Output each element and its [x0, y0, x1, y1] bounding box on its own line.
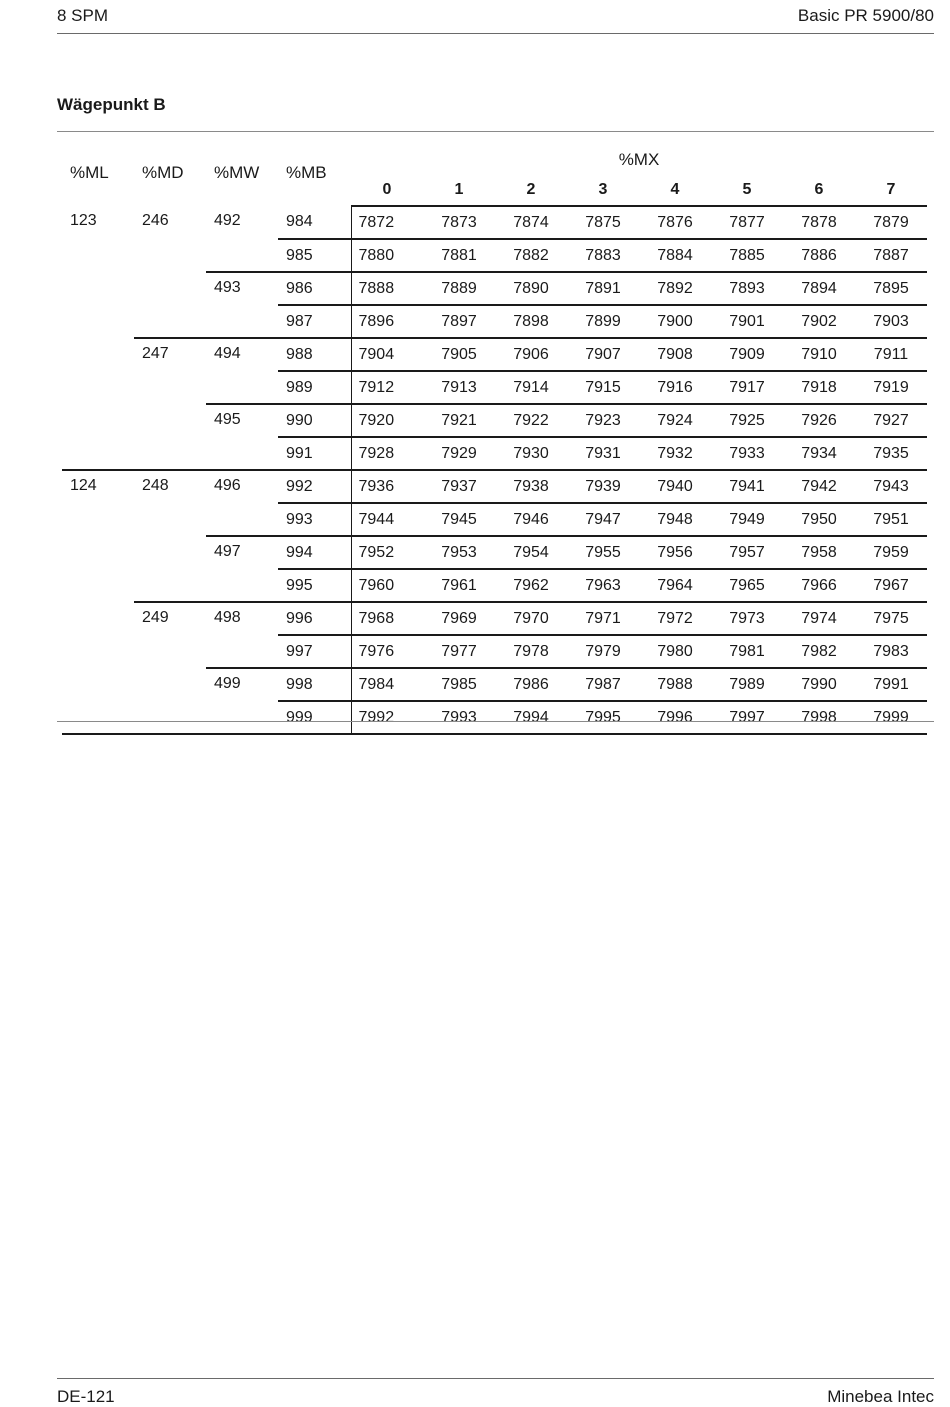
- mx-value-cell: 7901: [711, 305, 783, 338]
- mx-col-header: 6: [783, 175, 855, 206]
- mx-value-cell: 7949: [711, 503, 783, 536]
- footer-divider: [57, 1378, 934, 1379]
- mw-cell: 499: [206, 668, 278, 734]
- mx-value-cell: 7957: [711, 536, 783, 569]
- mx-value-cell: 7977: [423, 635, 495, 668]
- mx-value-cell: 7954: [495, 536, 567, 569]
- mx-value-cell: 7975: [855, 602, 927, 635]
- mx-value-cell: 7994: [495, 701, 567, 734]
- mx-value-cell: 7991: [855, 668, 927, 701]
- mx-value-cell: 7936: [351, 470, 423, 503]
- mx-value-cell: 7879: [855, 206, 927, 239]
- mx-value-cell: 7928: [351, 437, 423, 470]
- mx-value-cell: 7955: [567, 536, 639, 569]
- mx-value-cell: 7976: [351, 635, 423, 668]
- mb-cell: 993: [278, 503, 351, 536]
- mx-value-cell: 7891: [567, 272, 639, 305]
- mx-value-cell: 7973: [711, 602, 783, 635]
- mx-value-cell: 7939: [567, 470, 639, 503]
- mb-cell: 984: [278, 206, 351, 239]
- mx-value-cell: 7999: [855, 701, 927, 734]
- mx-value-cell: 7924: [639, 404, 711, 437]
- md-cell: 249: [134, 602, 206, 734]
- mb-cell: 992: [278, 470, 351, 503]
- mx-value-cell: 7927: [855, 404, 927, 437]
- table-row: [62, 338, 927, 371]
- mb-cell: 991: [278, 437, 351, 470]
- mx-value-cell: 7986: [495, 668, 567, 701]
- mw-cell: 497: [206, 536, 278, 602]
- mx-value-cell: 7982: [783, 635, 855, 668]
- mx-value-cell: 7893: [711, 272, 783, 305]
- mx-value-cell: 7877: [711, 206, 783, 239]
- mx-value-cell: 7971: [567, 602, 639, 635]
- mx-value-cell: 7960: [351, 569, 423, 602]
- mx-value-cell: 7967: [855, 569, 927, 602]
- mw-cell: 492: [206, 206, 278, 272]
- ml-cell: 124: [62, 470, 134, 734]
- mx-value-cell: 7948: [639, 503, 711, 536]
- mx-value-cell: 7909: [711, 338, 783, 371]
- mx-value-cell: 7944: [351, 503, 423, 536]
- mx-value-cell: 7984: [351, 668, 423, 701]
- mw-cell: 493: [206, 272, 278, 338]
- mx-value-cell: 7906: [495, 338, 567, 371]
- address-table: [62, 140, 927, 735]
- mx-col-header: 1: [423, 175, 495, 206]
- md-cell: 248: [134, 470, 206, 602]
- mb-cell: 999: [278, 701, 351, 734]
- section-title: Wägepunkt B: [57, 95, 166, 114]
- mx-value-cell: 7895: [855, 272, 927, 305]
- document-title: Basic PR 5900/80: [797, 6, 934, 25]
- mx-value-cell: 7922: [495, 404, 567, 437]
- mx-value-cell: 7883: [567, 239, 639, 272]
- mx-value-cell: 7988: [639, 668, 711, 701]
- mx-value-cell: 7963: [567, 569, 639, 602]
- mx-value-cell: 7951: [855, 503, 927, 536]
- mx-value-cell: 7899: [567, 305, 639, 338]
- mb-cell: 997: [278, 635, 351, 668]
- mx-value-cell: 7980: [639, 635, 711, 668]
- mx-value-cell: 7904: [351, 338, 423, 371]
- mx-col-header: 5: [711, 175, 783, 206]
- mx-col-header: 3: [567, 175, 639, 206]
- mx-value-cell: 7873: [423, 206, 495, 239]
- mb-cell: 988: [278, 338, 351, 371]
- mx-value-cell: 7943: [855, 470, 927, 503]
- mx-value-cell: 7880: [351, 239, 423, 272]
- mx-value-cell: 7964: [639, 569, 711, 602]
- mx-value-cell: 7886: [783, 239, 855, 272]
- mx-value-cell: 7989: [711, 668, 783, 701]
- mx-value-cell: 7965: [711, 569, 783, 602]
- col-header-mx: %MX: [618, 149, 660, 169]
- col-header-ml: %ML: [70, 163, 109, 182]
- mx-value-cell: 7929: [423, 437, 495, 470]
- ml-cell: 123: [62, 206, 134, 470]
- mx-value-cell: 7917: [711, 371, 783, 404]
- mx-value-cell: 7938: [495, 470, 567, 503]
- mx-value-cell: 7934: [783, 437, 855, 470]
- mx-value-cell: 7874: [495, 206, 567, 239]
- mx-value-cell: 7945: [423, 503, 495, 536]
- mx-value-cell: 7959: [855, 536, 927, 569]
- md-cell: 247: [134, 338, 206, 470]
- mx-value-cell: 7923: [567, 404, 639, 437]
- mb-cell: 994: [278, 536, 351, 569]
- mx-value-cell: 7876: [639, 206, 711, 239]
- header-divider: [57, 33, 934, 34]
- mx-value-cell: 7953: [423, 536, 495, 569]
- mx-value-cell: 7983: [855, 635, 927, 668]
- mx-value-cell: 7881: [423, 239, 495, 272]
- mx-value-cell: 7935: [855, 437, 927, 470]
- mb-cell: 995: [278, 569, 351, 602]
- mx-value-cell: 7902: [783, 305, 855, 338]
- mx-col-header: 2: [495, 175, 567, 206]
- mx-value-cell: 7937: [423, 470, 495, 503]
- mx-value-cell: 7907: [567, 338, 639, 371]
- mx-value-cell: 7940: [639, 470, 711, 503]
- mx-value-cell: 7889: [423, 272, 495, 305]
- mx-col-header: 4: [639, 175, 711, 206]
- company-name: Minebea Intec: [827, 1387, 934, 1406]
- mx-value-cell: 7979: [567, 635, 639, 668]
- mb-cell: 985: [278, 239, 351, 272]
- mx-value-cell: 7972: [639, 602, 711, 635]
- mx-value-cell: 7993: [423, 701, 495, 734]
- mx-value-cell: 7985: [423, 668, 495, 701]
- mx-value-cell: 7887: [855, 239, 927, 272]
- mx-value-cell: 7885: [711, 239, 783, 272]
- mx-value-cell: 7950: [783, 503, 855, 536]
- mx-value-cell: 7995: [567, 701, 639, 734]
- mx-value-cell: 7946: [495, 503, 567, 536]
- page-number: DE-121: [57, 1387, 115, 1406]
- mx-value-cell: 7900: [639, 305, 711, 338]
- mx-value-cell: 7961: [423, 569, 495, 602]
- mx-value-cell: 7942: [783, 470, 855, 503]
- mx-value-cell: 7926: [783, 404, 855, 437]
- mb-cell: 986: [278, 272, 351, 305]
- md-cell: 246: [134, 206, 206, 338]
- mx-value-cell: 7974: [783, 602, 855, 635]
- mx-col-header: 0: [351, 175, 423, 206]
- mx-value-cell: 7998: [783, 701, 855, 734]
- mx-value-cell: 7992: [351, 701, 423, 734]
- table-row: [62, 206, 927, 239]
- mx-value-cell: 7990: [783, 668, 855, 701]
- mx-value-cell: 7921: [423, 404, 495, 437]
- col-header-md: %MD: [142, 163, 184, 182]
- col-header-mw: %MW: [214, 163, 260, 182]
- chapter-label: 8 SPM: [57, 6, 109, 25]
- mx-value-cell: 7897: [423, 305, 495, 338]
- mw-cell: 494: [206, 338, 278, 404]
- mx-value-cell: 7962: [495, 569, 567, 602]
- mx-value-cell: 7884: [639, 239, 711, 272]
- mx-value-cell: 7969: [423, 602, 495, 635]
- mx-value-cell: 7892: [639, 272, 711, 305]
- mx-value-cell: 7970: [495, 602, 567, 635]
- mb-cell: 998: [278, 668, 351, 701]
- mx-value-cell: 7888: [351, 272, 423, 305]
- mx-value-cell: 7997: [711, 701, 783, 734]
- mx-value-cell: 7981: [711, 635, 783, 668]
- mw-cell: 498: [206, 602, 278, 668]
- table-top-rule: [57, 131, 934, 132]
- mb-cell: 987: [278, 305, 351, 338]
- mx-value-cell: 7931: [567, 437, 639, 470]
- mx-value-cell: 7916: [639, 371, 711, 404]
- mb-cell: 996: [278, 602, 351, 635]
- mx-value-cell: 7905: [423, 338, 495, 371]
- col-header-mb: %MB: [286, 163, 327, 182]
- mx-col-header: 7: [855, 175, 927, 206]
- mx-value-cell: 7898: [495, 305, 567, 338]
- mx-value-cell: 7913: [423, 371, 495, 404]
- mx-value-cell: 7987: [567, 668, 639, 701]
- mx-value-cell: 7952: [351, 536, 423, 569]
- mw-cell: 496: [206, 470, 278, 536]
- mx-value-cell: 7903: [855, 305, 927, 338]
- mx-value-cell: 7875: [567, 206, 639, 239]
- mx-value-cell: 7966: [783, 569, 855, 602]
- mx-value-cell: 7941: [711, 470, 783, 503]
- mx-value-cell: 7911: [855, 338, 927, 371]
- mx-value-cell: 7933: [711, 437, 783, 470]
- mx-value-cell: 7890: [495, 272, 567, 305]
- mx-value-cell: 7918: [783, 371, 855, 404]
- mx-value-cell: 7930: [495, 437, 567, 470]
- mx-value-cell: 7872: [351, 206, 423, 239]
- mb-cell: 990: [278, 404, 351, 437]
- table-header: [62, 140, 927, 206]
- mx-value-cell: 7915: [567, 371, 639, 404]
- mx-value-cell: 7920: [351, 404, 423, 437]
- mx-value-cell: 7947: [567, 503, 639, 536]
- mx-value-cell: 7912: [351, 371, 423, 404]
- mx-value-cell: 7878: [783, 206, 855, 239]
- mx-value-cell: 7910: [783, 338, 855, 371]
- mx-value-cell: 7968: [351, 602, 423, 635]
- mx-value-cell: 7894: [783, 272, 855, 305]
- mx-value-cell: 7932: [639, 437, 711, 470]
- mw-cell: 495: [206, 404, 278, 470]
- table-row: [62, 470, 927, 503]
- mx-value-cell: 7978: [495, 635, 567, 668]
- mx-value-cell: 7956: [639, 536, 711, 569]
- mx-value-cell: 7919: [855, 371, 927, 404]
- table-body: [62, 206, 927, 734]
- mb-cell: 989: [278, 371, 351, 404]
- table-bottom-rule: [57, 721, 934, 722]
- mx-value-cell: 7882: [495, 239, 567, 272]
- mx-value-cell: 7996: [639, 701, 711, 734]
- mx-value-cell: 7925: [711, 404, 783, 437]
- mx-value-cell: 7958: [783, 536, 855, 569]
- table-row: [62, 602, 927, 635]
- mx-value-cell: 7896: [351, 305, 423, 338]
- mx-value-cell: 7914: [495, 371, 567, 404]
- mx-value-cell: 7908: [639, 338, 711, 371]
